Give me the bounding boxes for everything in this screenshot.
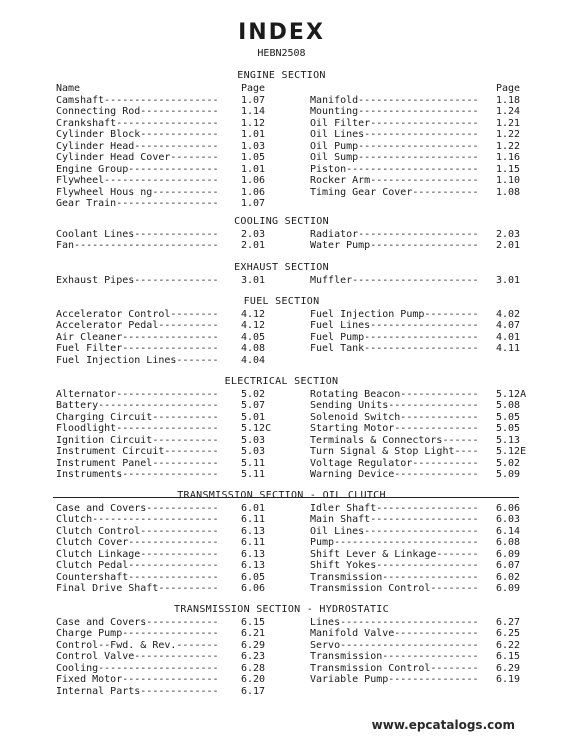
- index-row: [0, 628, 563, 640]
- entry-name: Air Cleaner----------------: [56, 331, 219, 343]
- index-row: [0, 309, 563, 321]
- entry-page: 1.06: [241, 175, 266, 187]
- entry-page: 5.05: [496, 423, 521, 435]
- entry-name: Internal Parts-------------: [56, 685, 219, 697]
- index-row: [0, 129, 563, 141]
- entry-page: 6.06: [241, 583, 266, 595]
- entry-page: 5.02: [241, 389, 266, 400]
- entry-page: 1.06: [241, 186, 266, 198]
- index-row: [0, 152, 563, 164]
- entry-page: 6.15: [241, 617, 266, 628]
- entry-name: Coolant Lines--------------: [56, 229, 219, 240]
- entry-name: Rocker Arm------------------: [310, 175, 479, 187]
- index-row: [0, 446, 563, 458]
- entry-page: 6.17: [241, 685, 266, 697]
- index-row: [0, 164, 563, 176]
- page-title: INDEX: [238, 20, 325, 45]
- entry-name: Instrument Panel-----------: [56, 457, 219, 469]
- entry-name: Instruments----------------: [56, 469, 219, 481]
- entry-page: 6.25: [496, 628, 521, 640]
- document-id: HEBN2508: [257, 48, 306, 59]
- entry-page: 1.22: [496, 140, 521, 152]
- entry-name: Instrument Circuit---------: [56, 446, 219, 458]
- entry-name: Accelerator Control--------: [56, 309, 219, 320]
- entry-name: Radiator--------------------: [310, 229, 479, 240]
- entry-page: 5.09: [496, 469, 521, 481]
- entry-name: Alternator-----------------: [56, 389, 219, 400]
- entry-name: Turn Signal & Stop Light----: [310, 446, 479, 458]
- index-row: [0, 275, 563, 287]
- entry-page: 6.07: [496, 560, 521, 572]
- entry-name: Clutch Linkage-------------: [56, 548, 219, 560]
- entry-name: Clutch Control-------------: [56, 525, 219, 537]
- column-header-name: Name: [56, 83, 81, 94]
- entry-name: Control--Fwd. & Rev.-------: [56, 639, 219, 651]
- entry-name: Fuel Pump-------------------: [310, 331, 479, 343]
- entry-page: 6.06: [496, 503, 521, 514]
- entry-page: 6.11: [241, 537, 266, 549]
- entry-name: Transmission Control--------: [310, 583, 479, 595]
- entry-page: 2.03: [241, 229, 266, 240]
- entry-name: Case and Covers------------: [56, 503, 219, 514]
- entry-page: 3.01: [496, 275, 521, 286]
- entry-page: 5.12C: [241, 423, 272, 435]
- entry-page: 4.07: [496, 320, 521, 332]
- entry-name: Connecting Rod-------------: [56, 106, 219, 118]
- entry-name: Clutch Cover---------------: [56, 537, 219, 549]
- index-row: [0, 95, 563, 107]
- entry-name: Battery--------------------: [56, 400, 219, 412]
- index-row: [0, 141, 563, 153]
- entry-page: 6.13: [241, 548, 266, 560]
- index-row: [0, 198, 563, 210]
- index-row: [0, 686, 563, 698]
- entry-name: Clutch Pedal---------------: [56, 560, 219, 572]
- entry-name: Oil Filter------------------: [310, 117, 479, 129]
- entry-name: Fan------------------------: [56, 240, 219, 252]
- entry-page: 2.03: [496, 229, 521, 240]
- entry-page: 6.29: [241, 639, 266, 651]
- column-header-page: Page: [496, 83, 521, 94]
- entry-name: Clutch---------------------: [56, 514, 219, 526]
- entry-name: Flywheel-------------------: [56, 175, 219, 187]
- index-row: [0, 355, 563, 367]
- entry-name: Manifold--------------------: [310, 95, 479, 106]
- entry-name: Engine Group---------------: [56, 163, 219, 175]
- entry-page: 6.14: [496, 525, 521, 537]
- entry-name: Countershaft---------------: [56, 571, 219, 583]
- entry-page: 4.05: [241, 331, 266, 343]
- entry-name: Transmission Control--------: [310, 662, 479, 674]
- entry-page: 3.01: [241, 275, 266, 286]
- entry-name: Cylinder Head--------------: [56, 140, 219, 152]
- entry-name: Shift Lever & Linkage-------: [310, 548, 479, 560]
- index-row: [0, 187, 563, 199]
- entry-name: Fuel Injection Pump---------: [310, 309, 479, 320]
- index-row: [0, 514, 563, 526]
- entry-name: Shift Yokes-----------------: [310, 560, 479, 572]
- entry-page: 6.03: [496, 514, 521, 526]
- index-row: [0, 400, 563, 412]
- entry-page: 1.03: [241, 140, 266, 152]
- entry-name: Oil Pump--------------------: [310, 140, 479, 152]
- entry-page: 2.01: [496, 240, 521, 252]
- index-row: [0, 674, 563, 686]
- entry-page: 1.18: [496, 95, 521, 106]
- index-row: [0, 640, 563, 652]
- entry-page: 6.20: [241, 674, 266, 686]
- entry-page: 1.16: [496, 152, 521, 164]
- entry-page: 5.01: [241, 411, 266, 423]
- section-title: FUEL SECTION: [243, 296, 320, 307]
- entry-page: 6.13: [241, 525, 266, 537]
- entry-name: Water Pump------------------: [310, 240, 479, 252]
- entry-name: Main Shaft------------------: [310, 514, 479, 526]
- entry-name: Fuel Injection Lines-------: [56, 354, 219, 366]
- entry-page: 6.22: [496, 639, 521, 651]
- entry-page: 5.02: [496, 457, 521, 469]
- index-row: [0, 229, 563, 241]
- entry-name: Transmission----------------: [310, 571, 479, 583]
- index-row: [0, 423, 563, 435]
- entry-page: 2.01: [241, 240, 266, 252]
- entry-page: 4.12: [241, 309, 266, 320]
- section-title: COOLING SECTION: [234, 216, 329, 227]
- section-title: ENGINE SECTION: [237, 70, 326, 81]
- entry-name: Flywheel Hous ng-----------: [56, 186, 219, 198]
- entry-page: 6.27: [496, 617, 521, 628]
- entry-page: 6.09: [496, 583, 521, 595]
- index-row: [0, 106, 563, 118]
- entry-name: Cylinder Head Cover--------: [56, 152, 219, 164]
- entry-name: Lines-----------------------: [310, 617, 479, 628]
- footer-watermark: www.epcatalogs.com: [371, 718, 515, 732]
- section-title: TRANSMISSION SECTION - HYDROSTATIC: [174, 604, 389, 615]
- entry-page: 4.08: [241, 343, 266, 355]
- section-divider: [53, 497, 519, 498]
- entry-name: Accelerator Pedal----------: [56, 320, 219, 332]
- column-header-page: Page: [241, 83, 266, 94]
- entry-page: 5.03: [241, 434, 266, 446]
- entry-name: Pump------------------------: [310, 537, 479, 549]
- entry-page: 1.21: [496, 117, 521, 129]
- entry-name: Starting Motor--------------: [310, 423, 479, 435]
- index-row: [0, 469, 563, 481]
- entry-page: 6.01: [241, 503, 266, 514]
- index-row: [0, 320, 563, 332]
- entry-name: Servo-----------------------: [310, 639, 479, 651]
- entry-page: 1.22: [496, 129, 521, 141]
- entry-name: Charging Circuit-----------: [56, 411, 219, 423]
- entry-page: 5.07: [241, 400, 266, 412]
- index-row: [0, 343, 563, 355]
- entry-page: 6.05: [241, 571, 266, 583]
- entry-page: 6.13: [241, 560, 266, 572]
- entry-page: 5.11: [241, 469, 266, 481]
- entry-page: 4.12: [241, 320, 266, 332]
- index-row: [0, 549, 563, 561]
- entry-name: Case and Covers------------: [56, 617, 219, 628]
- entry-name: Floodlight-----------------: [56, 423, 219, 435]
- index-row: [0, 458, 563, 470]
- index-row: [0, 389, 563, 401]
- entry-name: Solenoid Switch-------------: [310, 411, 479, 423]
- entry-page: 6.23: [241, 651, 266, 663]
- entry-page: 6.28: [241, 662, 266, 674]
- entry-page: 6.09: [496, 548, 521, 560]
- entry-page: 1.07: [241, 95, 266, 106]
- index-row: [0, 332, 563, 344]
- section-title: EXHAUST SECTION: [234, 262, 329, 273]
- index-row: [0, 526, 563, 538]
- entry-page: 6.11: [241, 514, 266, 526]
- entry-page: 6.19: [496, 674, 521, 686]
- entry-name: Voltage Regulator-----------: [310, 457, 479, 469]
- entry-page: 6.29: [496, 662, 521, 674]
- section-title: ELECTRICAL SECTION: [224, 376, 339, 387]
- index-row: [0, 435, 563, 447]
- entry-name: Charge Pump----------------: [56, 628, 219, 640]
- entry-name: Mounting--------------------: [310, 106, 479, 118]
- entry-page: 5.03: [241, 446, 266, 458]
- entry-name: Oil Sump--------------------: [310, 152, 479, 164]
- entry-page: 1.01: [241, 129, 266, 141]
- index-row: [0, 412, 563, 424]
- entry-page: 5.13: [496, 434, 521, 446]
- entry-page: 1.12: [241, 117, 266, 129]
- entry-name: Cylinder Block-------------: [56, 129, 219, 141]
- entry-page: 1.08: [496, 186, 521, 198]
- entry-name: Variable Pump---------------: [310, 674, 479, 686]
- entry-name: Oil Lines-------------------: [310, 129, 479, 141]
- entry-name: Fuel Lines------------------: [310, 320, 479, 332]
- entry-name: Rotating Beacon-------------: [310, 389, 479, 400]
- entry-name: Oil Lines-------------------: [310, 525, 479, 537]
- entry-name: Gear Train-----------------: [56, 198, 219, 210]
- entry-name: Timing Gear Cover-----------: [310, 186, 479, 198]
- entry-page: 1.24: [496, 106, 521, 118]
- entry-page: 4.02: [496, 309, 521, 320]
- entry-name: Exhaust Pipes--------------: [56, 275, 219, 286]
- entry-page: 6.15: [496, 651, 521, 663]
- entry-page: 1.05: [241, 152, 266, 164]
- entry-name: Ignition Circuit-----------: [56, 434, 219, 446]
- index-row: [0, 583, 563, 595]
- entry-name: Camshaft-------------------: [56, 95, 219, 106]
- entry-name: Muffler---------------------: [310, 275, 479, 286]
- entry-page: 5.05: [496, 411, 521, 423]
- entry-page: 6.21: [241, 628, 266, 640]
- entry-page: 5.11: [241, 457, 266, 469]
- entry-name: Transmission----------------: [310, 651, 479, 663]
- entry-page: 1.15: [496, 163, 521, 175]
- entry-page: 1.14: [241, 106, 266, 118]
- entry-page: 5.12A: [496, 389, 527, 400]
- index-row: [0, 572, 563, 584]
- entry-name: Fuel Filter----------------: [56, 343, 219, 355]
- index-row: [0, 118, 563, 130]
- entry-page: 4.01: [496, 331, 521, 343]
- entry-page: 4.11: [496, 343, 521, 355]
- index-row: [0, 663, 563, 675]
- index-row: [0, 537, 563, 549]
- entry-name: Cooling--------------------: [56, 662, 219, 674]
- index-row: [0, 651, 563, 663]
- entry-name: Manifold Valve--------------: [310, 628, 479, 640]
- entry-name: Crankshaft-----------------: [56, 117, 219, 129]
- entry-name: Warning Device--------------: [310, 469, 479, 481]
- entry-page: 5.12E: [496, 446, 527, 458]
- entry-name: Fixed Motor----------------: [56, 674, 219, 686]
- entry-name: Sending Units---------------: [310, 400, 479, 412]
- index-row: [0, 240, 563, 252]
- entry-page: 5.08: [496, 400, 521, 412]
- entry-name: Fuel Tank-------------------: [310, 343, 479, 355]
- entry-page: 1.10: [496, 175, 521, 187]
- entry-page: 1.01: [241, 163, 266, 175]
- index-row: [0, 560, 563, 572]
- entry-page: 1.07: [241, 198, 266, 210]
- entry-name: Control Valve--------------: [56, 651, 219, 663]
- entry-page: 4.04: [241, 354, 266, 366]
- column-header-row: [0, 83, 563, 95]
- entry-name: Terminals & Connectors------: [310, 434, 479, 446]
- index-row: [0, 175, 563, 187]
- index-row: [0, 503, 563, 515]
- entry-name: Piston----------------------: [310, 163, 479, 175]
- index-row: [0, 617, 563, 629]
- entry-page: 6.08: [496, 537, 521, 549]
- section-title: TRANSMISSION SECTION - OIL CLUTCH: [177, 490, 386, 501]
- entry-name: Idler Shaft-----------------: [310, 503, 479, 514]
- entry-page: 6.02: [496, 571, 521, 583]
- entry-name: Final Drive Shaft----------: [56, 583, 219, 595]
